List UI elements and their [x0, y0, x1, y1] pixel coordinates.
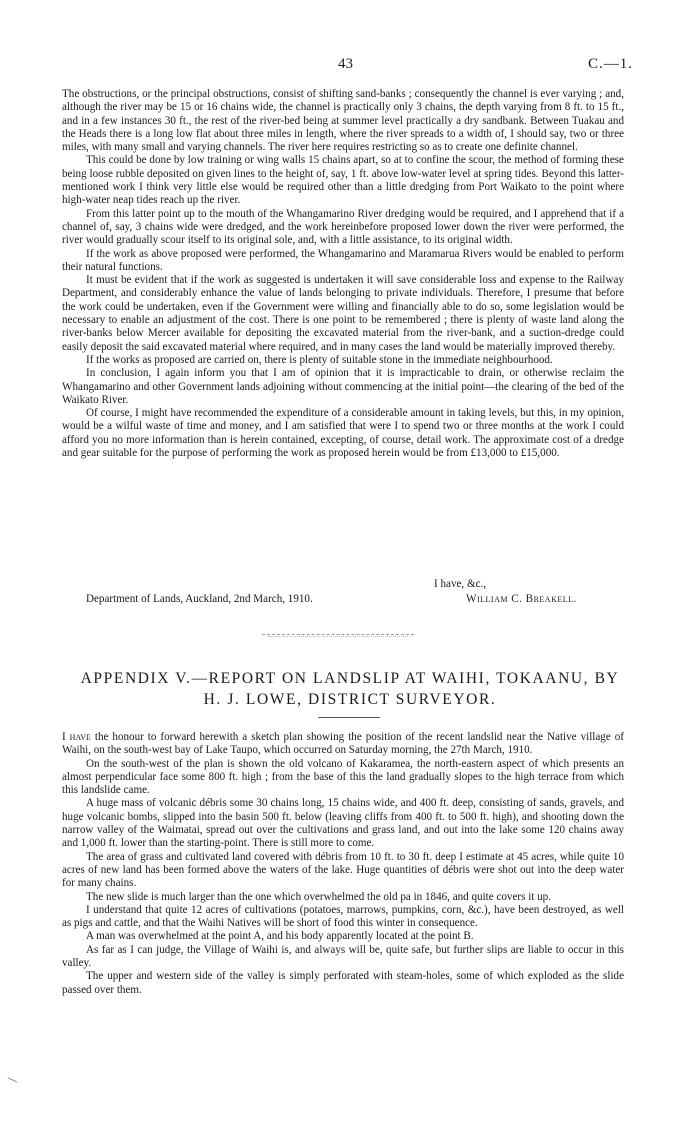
paragraph: Of course, I might have recommended the expenditure of a considerable amount in taking levels, but this, in my opinion, would be a wilful waste of time and money, and I am satisfied that were I to spend two or three months at the work I could afford you no more information than is herein contained, excepting, of course, detail work. The approximate cost of a dredge and gear suitable for the purpose of performing the work as proposed herein would be from £13,000 to £15,000. [62, 407, 624, 460]
signatory-name: William C. Breakell. [466, 593, 577, 605]
opening-paragraph [62, 731, 624, 758]
opening-text: the honour to forward herewith a sketch plan showing the position of the recent landslid near the Native village of Waihi, on the south-west bay of Lake Taupo, which occurred on Saturday morning, the 27th March, 1910. [62, 731, 625, 757]
paragraph: The obstructions, or the principal obstructions, consist of shifting sand-banks ; consequently the channel is ever varying ; and, although the river may be 15 or 16 chains wide, the channel is practically only 3 chains, the depth varying from 8 ft. to 15 ft., and in a few instances 30 ft., the rest of the river-bed being at summer level practically a dry sandbank. Between Tuakau and the Heads there is a long low flat about three miles in length, where the river spreads to a width of, I should say, two or three miles, with many small and varying channels. The river here requires restricting so as to create one definite channel. [62, 88, 624, 154]
lowe-report-body [62, 731, 624, 997]
paragraph: In conclusion, I again inform you that I am of opinion that it is impracticable to drain, or otherwise reclaim the Whangamarino and other Government lands adjoining without commencing at the initial point—the clearing of the bed of the Waikato River. [62, 367, 624, 406]
paragraph: As far as I can judge, the Village of Waihi is, and always will be, quite safe, but further slips are liable to occur in this valley. [62, 943, 624, 970]
paragraph: If the work as above proposed were performed, the Whangamarino and Maramarua Rivers would be enabled to perform their natural functions. [62, 247, 624, 273]
paragraph: If the works as proposed are carried on, there is plenty of suitable stone in the immediate neighbourhood. [86, 353, 553, 366]
heading-rule [318, 717, 380, 718]
appendix-title-line-1: APPENDIX V.—REPORT ON LANDSLIP AT WAIHI, TOKAANU, BY [80, 670, 620, 687]
paragraph: It must be evident that if the work as suggested is undertaken it will save considerable loss and expense to the Railway Department, and considerably enhance the value of lands belonging to private individuals. Therefore, I presume that before the work could be undertaken, even if the Government were willing and financially able to do so, some legislation would be necessary to enable an adjustment of the cost. There is one point to be remembered ; there is plenty of waste land along the river-banks below Mercer available for depositing the excavated material from the river-bank, and a suction-dredge could easily deposit the said excavated material where required, and in many cases the land would be materially improved thereby. [62, 274, 624, 353]
paragraph: The upper and western side of the valley is simply perforated with steam-holes, some of which exploded as the slide passed over them. [62, 970, 624, 996]
page-header [0, 52, 700, 74]
paragraph: I understand that quite 12 acres of cultivations (potatoes, marrows, pumpkins, corn, &c.), have been destroyed, as well as pigs and cattle, and that the Waihi Natives will be short of food this winter in consequence. [62, 903, 624, 930]
closing-salutation: I have, &c., [434, 578, 487, 590]
paragraph: On the south-west of the plan is shown the old volcano of Kakaramea, the north-eastern aspect of which presents an almost perpendicular face some 800 ft. high ; from the base of this the land gradually slopes to the high terrace from which this landslide came. [62, 757, 624, 797]
breakell-report-body [62, 88, 624, 460]
paragraph: The new slide is much larger than the one which overwhelmed the old pa in 1846, and quite covers it up. [86, 890, 551, 903]
section-divider [262, 634, 414, 635]
opening-small-caps: I have [62, 731, 91, 743]
scan-margin-mark [5, 1077, 17, 1088]
section-divider-shadow [268, 636, 408, 637]
signoff-block [62, 578, 624, 608]
document-reference: C.—1. [588, 56, 634, 72]
paragraph: This could be done by low training or wing walls 15 chains apart, so at to confine the scour, the method of forming these being loose rubble deposited on given lines to the height of, say, 1 ft. above low-water level at spring tides. Beyond this latter-mentioned work I think very little else would be required other than a little dredging from Port Waikato to the point where high-water neap tides reach up the river. [62, 154, 624, 207]
appendix-heading [40, 668, 660, 710]
appendix-title-line-2: H. J. LOWE, DISTRICT SURVEYOR. [203, 691, 497, 708]
department-dateline: Department of Lands, Auckland, 2nd March, 1910. [86, 593, 313, 605]
paragraph: From this latter point up to the mouth of the Whangamarino River dredging would be required, and I apprehend that if a channel of, say, 3 chains wide were dredged, and the work hereinbefore proposed lower down the river were performed, the river would gradually scour itself to its original sole, and, with a little assistance, to its original width. [62, 207, 624, 247]
paragraph: A man was overwhelmed at the point A, and his body apparently located at the point B. [86, 930, 474, 943]
paragraph: A huge mass of volcanic débris some 30 chains long, 15 chains wide, and 400 ft. deep, consisting of sands, gravels, and huge volcanic bombs, slipped into the basin 500 ft. below (leaving cliffs from 400 ft. to 500 ft. high), and shooting down the narrow valley of the Waimatai, spread out over the cultivations and grass land, and out into the lake some 120 chains away and 1,000 ft. lower than the starting-point. There is still more to come. [62, 797, 624, 850]
paragraph: The area of grass and cultivated land covered with débris from 10 ft. to 30 ft. deep I estimate at 45 acres, while quite 10 acres of new land has been formed above the waters of the lake. Huge quantities of débris were shot out into the deep water for many chains. [62, 850, 624, 890]
page-number: 43 [338, 56, 353, 72]
